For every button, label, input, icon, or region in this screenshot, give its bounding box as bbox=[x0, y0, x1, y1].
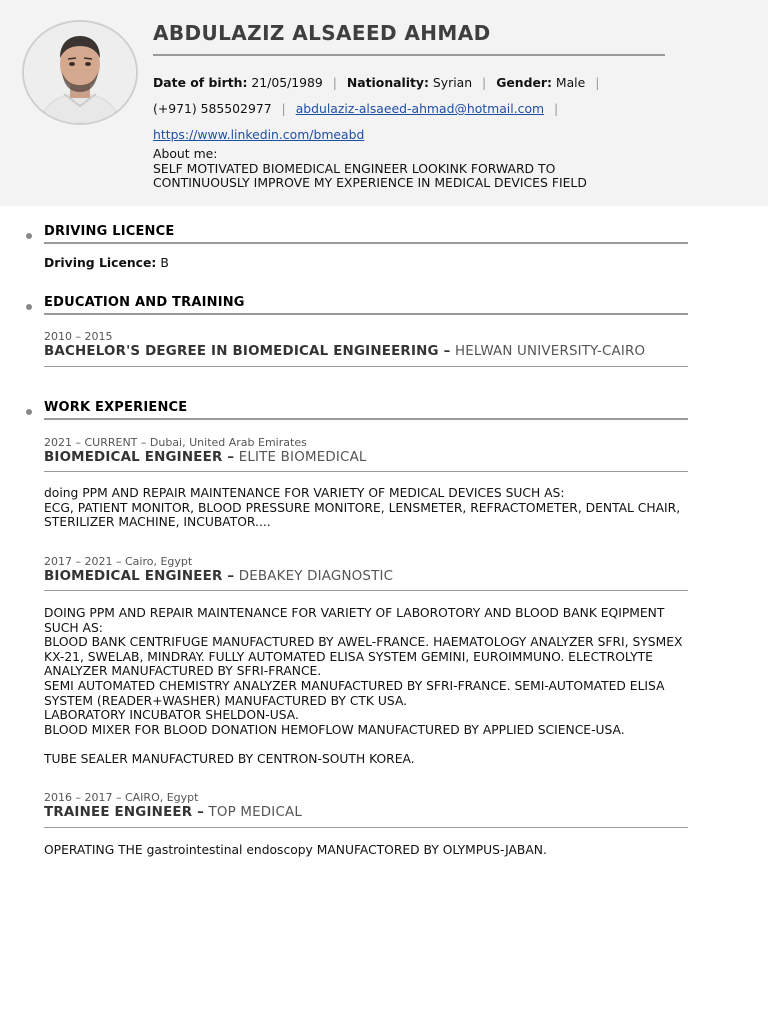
separator: | bbox=[281, 101, 286, 116]
nationality-value: Syrian bbox=[432, 75, 473, 90]
section-title-work: WORK EXPERIENCE bbox=[44, 400, 188, 415]
job-meta: 2021 – CURRENT – Dubai, United Arab Emirates bbox=[44, 436, 307, 449]
section-divider bbox=[44, 418, 688, 420]
contact-line bbox=[153, 101, 564, 116]
section-bullet-icon bbox=[26, 233, 32, 239]
description-line: DOING PPM AND REPAIR MAINTENANCE FOR VARIETY OF LABOROTORY AND BLOOD BANK EQIPMENT bbox=[44, 606, 665, 620]
personal-info-line bbox=[153, 75, 605, 90]
job-role: TRAINEE ENGINEER – bbox=[44, 805, 205, 820]
separator: | bbox=[554, 101, 559, 116]
description-line: BLOOD BANK CENTRIFUGE MANUFACTURED BY AWEL-FRANCE. HAEMATOLOGY ANALYZER SFRI, SYSMEX bbox=[44, 635, 683, 650]
section-bullet-icon bbox=[26, 409, 32, 415]
description-line: LABORATORY INCUBATOR SHELDON-USA. bbox=[44, 708, 299, 723]
separator: | bbox=[482, 75, 487, 90]
email-link[interactable]: abdulaziz-alsaeed-ahmad@hotmail.com bbox=[295, 101, 545, 116]
person-portrait-icon bbox=[24, 22, 136, 123]
section-divider bbox=[44, 313, 688, 315]
job-title bbox=[44, 805, 302, 820]
name-divider bbox=[153, 54, 665, 56]
education-dates: 2010 – 2015 bbox=[44, 330, 113, 343]
linkedin-line bbox=[153, 127, 364, 142]
candidate-name: ABDULAZIZ ALSAEED AHMAD bbox=[153, 21, 491, 45]
section-title-education: EDUCATION AND TRAINING bbox=[44, 295, 245, 310]
job-organization: TOP MEDICAL bbox=[208, 805, 303, 820]
description-line: SYSTEM (READER+WASHER) MANUFACTURED BY CTK USA. bbox=[44, 693, 408, 708]
cv-header bbox=[0, 0, 768, 206]
job-role: BIOMEDICAL ENGINEER – bbox=[44, 569, 235, 584]
description-line: OPERATING THE gastrointestinal endoscopy MANUFACTORED BY OLYMPUS-JABAN. bbox=[44, 843, 547, 857]
paragraph-gap bbox=[44, 737, 684, 752]
job-title bbox=[44, 450, 367, 465]
linkedin-link[interactable]: https://www.linkedin.com/bmeabd bbox=[153, 127, 365, 142]
entry-divider bbox=[44, 827, 688, 828]
job-title bbox=[44, 569, 393, 584]
driving-licence-value: B bbox=[160, 255, 169, 270]
job-organization: DEBAKEY DIAGNOSTIC bbox=[238, 569, 394, 584]
about-label: About me: bbox=[153, 146, 218, 161]
profile-photo bbox=[22, 20, 138, 125]
description-line: ECG, PATIENT MONITOR, BLOOD PRESSURE MONITORE, LENSMETER, REFRACTOMETER, DENTAL CHAIR, bbox=[44, 500, 681, 515]
about-me bbox=[153, 147, 587, 191]
description-line: SUCH AS: bbox=[44, 620, 103, 635]
nationality-label: Nationality: bbox=[346, 75, 429, 90]
job-meta: 2017 – 2021 – Cairo, Egypt bbox=[44, 555, 193, 568]
entry-divider bbox=[44, 471, 688, 472]
description-line: doing PPM AND REPAIR MAINTENANCE FOR VARIETY OF MEDICAL DEVICES SUCH AS: bbox=[44, 486, 565, 500]
education-entry-title bbox=[44, 344, 645, 359]
description-line: ANALYZER MANUFACTURED BY SFRI-FRANCE. bbox=[44, 664, 322, 679]
section-title-driving: DRIVING LICENCE bbox=[44, 224, 175, 239]
separator: | bbox=[595, 75, 600, 90]
dob-value: 21/05/1989 bbox=[251, 75, 323, 90]
description-line: STERILIZER MACHINE, INCUBATOR.... bbox=[44, 515, 271, 530]
job-role: BIOMEDICAL ENGINEER – bbox=[44, 450, 235, 465]
about-line: SELF MOTIVATED BIOMEDICAL ENGINEER LOOKINK FORWARD TO bbox=[153, 160, 556, 176]
description-line: KX-21, SWELAB, MINDRAY. FULLY AUTOMATED ELISA SYSTEM GEMINI, EUROIMMUNO. ELECTROLYTE bbox=[44, 649, 653, 664]
job-description bbox=[44, 843, 684, 858]
dob-label: Date of birth: bbox=[153, 75, 248, 90]
job-meta: 2016 – 2017 – CAIRO, Egypt bbox=[44, 791, 199, 804]
gender-value: Male bbox=[555, 75, 586, 90]
description-line: TUBE SEALER MANUFACTURED BY CENTRON-SOUTH KOREA. bbox=[44, 751, 415, 766]
entry-divider bbox=[44, 366, 688, 367]
driving-licence-row bbox=[44, 255, 169, 270]
job-description bbox=[44, 486, 684, 530]
gender-label: Gender: bbox=[496, 75, 552, 90]
description-line: BLOOD MIXER FOR BLOOD DONATION HEMOFLOW MANUFACTURED BY APPLIED SCIENCE-USA. bbox=[44, 722, 625, 737]
phone-number: (+971) 585502977 bbox=[153, 101, 272, 116]
section-divider bbox=[44, 242, 688, 244]
job-description bbox=[44, 606, 684, 767]
about-line: CONTINUOUSLY IMPROVE MY EXPERIENCE IN MEDICAL DEVICES FIELD bbox=[153, 175, 587, 190]
job-organization: ELITE BIOMEDICAL bbox=[238, 450, 367, 465]
entry-divider bbox=[44, 590, 688, 591]
institution-name: HELWAN UNIVERSITY-CAIRO bbox=[454, 344, 646, 359]
description-line: SEMI AUTOMATED CHEMISTRY ANALYZER MANUFACTURED BY SFRI-FRANCE. SEMI-AUTOMATED ELISA bbox=[44, 678, 665, 693]
degree-name: BACHELOR'S DEGREE IN BIOMEDICAL ENGINEERING – bbox=[44, 344, 451, 359]
separator: | bbox=[332, 75, 337, 90]
driving-licence-label: Driving Licence: bbox=[44, 255, 157, 270]
section-bullet-icon bbox=[26, 304, 32, 310]
